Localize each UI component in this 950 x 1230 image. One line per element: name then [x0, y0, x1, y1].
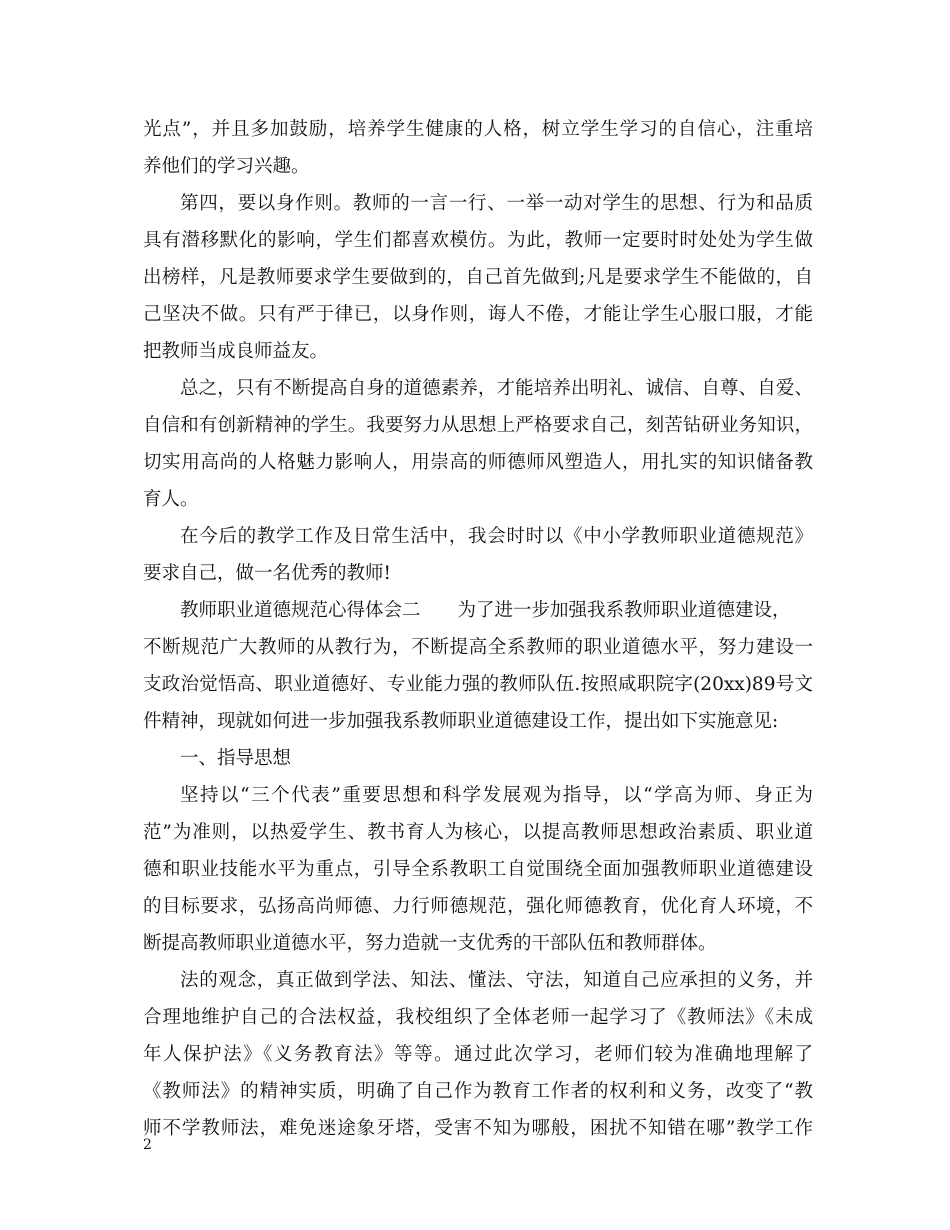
body-text-line: 范”为准则，以热爱学生、教书育人为核心，以提高教师思想政治素质、职业道: [143, 822, 813, 843]
body-text-line: 第四，要以身作则。教师的一言一行、一举一动对学生的思想、行为和品质: [180, 193, 813, 214]
body-text-line: 出榜样，凡是教师要求学生要做到的，自己首先做到;凡是要求学生不能做的，自: [143, 267, 813, 288]
page-number: 2: [143, 1137, 152, 1153]
body-text-line: 在今后的教学工作及日常生活中，我会时时以《中小学教师职业道德规范》: [180, 526, 813, 547]
body-text-line: 合理地维护自己的合法权益，我校组织了全体老师一起学习了《教师法》《未成: [143, 1007, 813, 1028]
body-text-line: 德和职业技能水平为重点，引导全系教职工自觉围绕全面加强教师职业道德建设: [143, 859, 813, 880]
body-text-line: 年人保护法》《义务教育法》等等。通过此次学习，老师们较为准确地理解了: [143, 1044, 813, 1065]
body-text-line: 要求自己，做一名优秀的教师!: [143, 563, 391, 584]
body-text-line: 支政治觉悟高、职业道德好、专业能力强的教师队伍.按照咸职院字(20xx)89号文: [143, 674, 813, 695]
body-text-line: 师不学教师法，难免迷途象牙塔，受害不知为哪般，困扰不知错在哪”教学工作: [143, 1118, 813, 1139]
section-heading-line: 教师职业道德规范心得体会二 为了进一步加强我系教师职业道德建设，: [180, 600, 791, 621]
subsection-heading: 一、指导思想: [180, 748, 292, 769]
body-text-line: 切实用高尚的人格魅力影响人，用崇高的师德师风塑造人，用扎实的知识储备教: [143, 452, 813, 473]
body-text-line: 《教师法》的精神实质，明确了自己作为教育工作者的权利和义务，改变了“教: [143, 1081, 813, 1102]
body-text-line: 不断规范广大教师的从教行为，不断提高全系教师的职业道德水平，努力建设一: [143, 637, 813, 658]
body-text-line: 的目标要求，弘扬高尚师德、力行师德规范，强化师德教育，优化育人环境，不: [143, 896, 813, 917]
body-text-line: 光点”，并且多加鼓励，培养学生健康的人格，树立学生学习的自信心，注重培: [143, 119, 813, 140]
body-text-line: 己坚决不做。只有严于律已，以身作则，诲人不倦，才能让学生心服口服，才能: [143, 304, 813, 325]
body-text-line: 养他们的学习兴趣。: [143, 156, 310, 177]
body-text-line: 把教师当成良师益友。: [143, 341, 329, 362]
body-text-line: 件精神，现就如何进一步加强我系教师职业道德建设工作，提出如下实施意见:: [143, 711, 779, 732]
body-text-line: 育人。: [143, 489, 199, 510]
body-text-line: 总之，只有不断提高自身的道德素养，才能培养出明礼、诚信、自尊、自爱、: [180, 378, 813, 399]
body-text-line: 自信和有创新精神的学生。我要努力从思想上严格要求自己，刻苦钻研业务知识，: [143, 415, 813, 436]
body-text-line: 坚持以“三个代表”重要思想和科学发展观为指导，以“学高为师、身正为: [180, 785, 813, 806]
body-text-line: 法的观念，真正做到学法、知法、懂法、守法，知道自己应承担的义务，并: [180, 970, 813, 991]
body-text-line: 具有潜移默化的影响，学生们都喜欢模仿。为此，教师一定要时时处处为学生做: [143, 230, 813, 251]
body-text-line: 断提高教师职业道德水平，努力造就一支优秀的干部队伍和教师群体。: [143, 933, 717, 954]
